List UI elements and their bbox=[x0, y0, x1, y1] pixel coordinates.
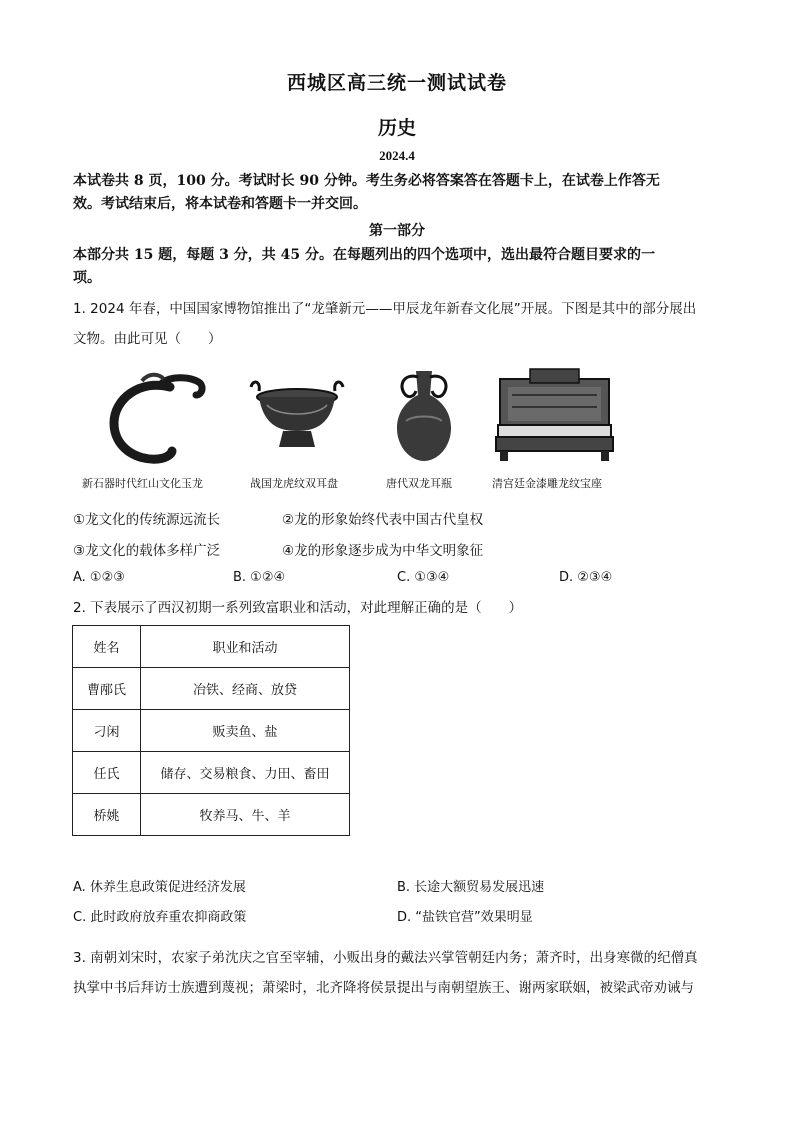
instructions bbox=[73, 170, 725, 216]
jade-dragon-icon bbox=[100, 365, 215, 470]
instructions-line-2: 效。考试结束后，将本试卷和答题卡一并交回。 bbox=[73, 196, 367, 212]
table-cell-name: 刁闲 bbox=[73, 710, 141, 752]
artifact-images bbox=[72, 365, 632, 495]
section-description bbox=[73, 244, 725, 290]
artifact-caption-2: 战国龙虎纹双耳盘 bbox=[250, 477, 338, 490]
table-header-cell: 姓名 bbox=[73, 626, 141, 668]
statement-3: ③龙文化的载体多样广泛 bbox=[73, 543, 221, 559]
artifact-caption-1: 新石器时代红山文化玉龙 bbox=[82, 477, 203, 490]
q3-line-2: 执掌中书后拜访士族遭到蔑视；萧梁时，北齐降将侯景提出与南朝望族王、谢两家联姻，被梁武帝劝诫与 bbox=[73, 980, 694, 996]
q1-option-b: B. ①②④ bbox=[233, 570, 286, 585]
section-desc-line-1: 本部分共 15 题，每题 3 分，共 45 分。在每题列出的四个选项中，选出最符合题目要求的一 bbox=[73, 247, 655, 263]
wealth-table bbox=[72, 625, 350, 836]
table-cell-activity: 储存、交易粮食、力田、畜田 bbox=[141, 752, 350, 794]
statement-2: ②龙的形象始终代表中国古代皇权 bbox=[282, 512, 484, 528]
q2-option-c: C. 此时政府放弃重农抑商政策 bbox=[73, 910, 247, 925]
q1-option-c: C. ①③④ bbox=[397, 570, 450, 585]
section-desc-line-2: 项。 bbox=[73, 270, 101, 286]
table-cell-name: 桥姚 bbox=[73, 794, 141, 836]
artifact-caption-3: 唐代双龙耳瓶 bbox=[386, 477, 452, 490]
table-cell-name: 曹邴氏 bbox=[73, 668, 141, 710]
table-header-cell: 职业和活动 bbox=[141, 626, 350, 668]
vase-icon bbox=[384, 365, 464, 470]
q1-line-1: 1. 2024 年春，中国国家博物馆推出了“龙肇新元——甲辰龙年新春文化展”开展。下图是其中的部分展出 bbox=[73, 301, 697, 317]
table-row bbox=[73, 710, 350, 752]
table-cell-activity: 冶铁、经商、放贷 bbox=[141, 668, 350, 710]
q2-option-a: A. 休养生息政策促进经济发展 bbox=[73, 880, 246, 895]
exam-date: 2024.4 bbox=[379, 148, 415, 163]
table-row bbox=[73, 794, 350, 836]
q2-option-b: B. 长途大额贸易发展迅速 bbox=[397, 880, 545, 895]
artifact-caption-4: 清宫廷金漆雕龙纹宝座 bbox=[492, 477, 602, 490]
question-1-stem bbox=[73, 296, 725, 352]
section-title: 第一部分 bbox=[369, 223, 425, 239]
bronze-plate-icon bbox=[247, 365, 347, 465]
q1-line-2: 文物。由此可见（ ） bbox=[73, 331, 222, 347]
q1-option-d: D. ②③④ bbox=[559, 570, 613, 585]
instructions-line-1: 本试卷共 8 页，100 分。考试时长 90 分钟。考生务必将答案答在答题卡上，在试卷上作答无 bbox=[73, 173, 660, 189]
q1-option-a: A. ①②③ bbox=[73, 570, 125, 585]
question-2-stem: 2. 下表展示了西汉初期一系列致富职业和活动，对此理解正确的是（ ） bbox=[73, 600, 523, 616]
q2-option-d: D. “盐铁官营”效果明显 bbox=[397, 910, 533, 925]
table-row bbox=[73, 668, 350, 710]
table-row bbox=[73, 752, 350, 794]
question-3-stem bbox=[73, 943, 725, 1003]
throne-icon bbox=[492, 365, 617, 465]
table-header-row bbox=[73, 626, 350, 668]
q3-line-1: 3. 南朝刘宋时，农家子弟沈庆之官至宰辅，小贩出身的戴法兴掌管朝廷内务；萧齐时，出身寒微的纪僧真 bbox=[73, 950, 698, 966]
statement-4: ④龙的形象逐步成为中华文明象征 bbox=[282, 543, 484, 559]
table-cell-activity: 牧养马、牛、羊 bbox=[141, 794, 350, 836]
statement-1: ①龙文化的传统源远流长 bbox=[73, 512, 221, 528]
table-cell-name: 任氏 bbox=[73, 752, 141, 794]
subject-title: 历史 bbox=[377, 117, 416, 139]
exam-title: 西城区高三统一测试试卷 bbox=[286, 72, 507, 94]
table-cell-activity: 贩卖鱼、盐 bbox=[141, 710, 350, 752]
